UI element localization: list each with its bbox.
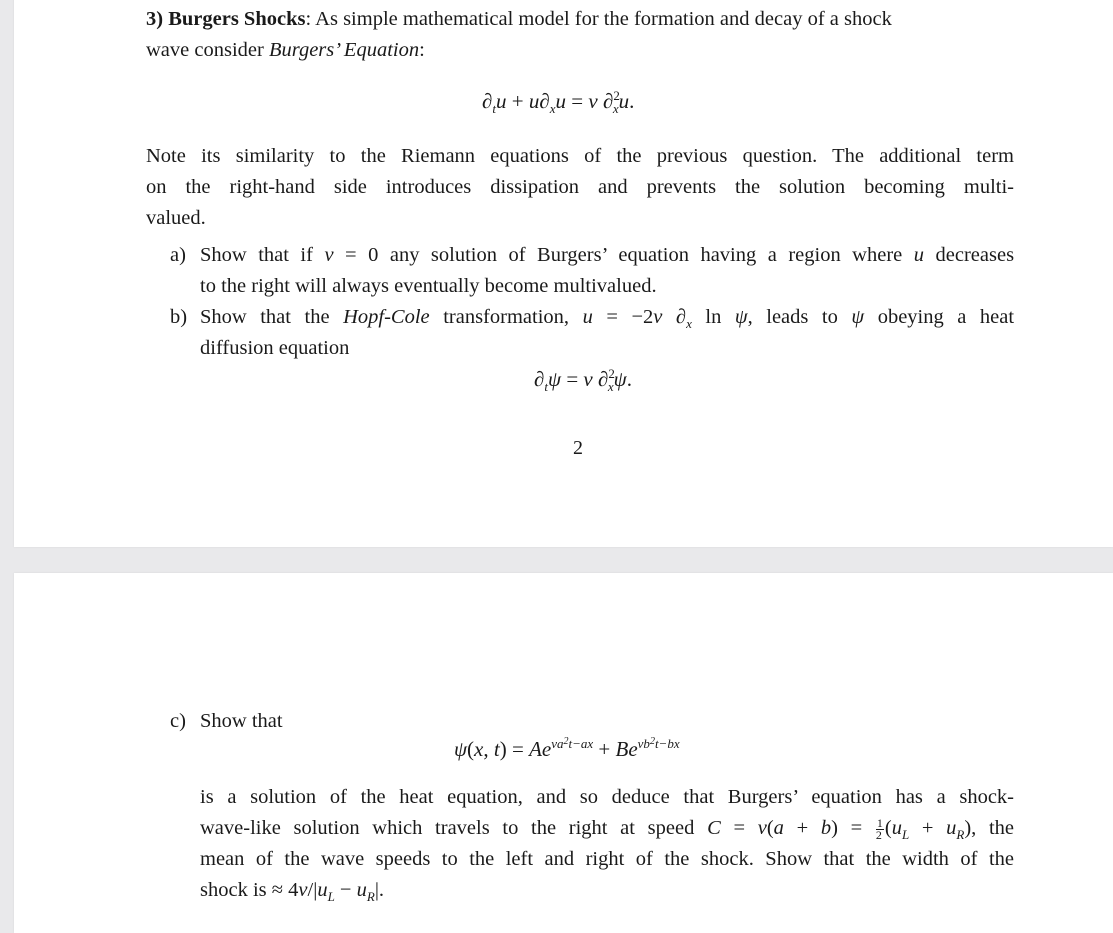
burgers-equation: $\partial_tu + u\partial_xu = \nu$ ∂$^2_x$u.: [482, 88, 635, 117]
part-a-label: a): [170, 244, 186, 266]
part-b-line-1: Show that the Hopf-Cole transformation, u = −2ν $\partial_x$ ln ψ, leads to ψ obeying a heat: [200, 306, 1015, 332]
part-c-line-1: Show that: [200, 710, 283, 732]
note-line-3: valued.: [146, 207, 206, 229]
page-2: [14, 573, 1113, 933]
part-c-body-line-2: wave-like solution which travels to the right at speed C = ν(a + b) = $\frac{1}{2}$ $(u_L + u_R)$, the: [200, 815, 1015, 843]
part-c-body-line-4: shock is ≈ $4\nu/|u_L - u_R|$.: [200, 879, 385, 905]
note-line-1: Note its similarity to the Riemann equations of the previous question. The additional term: [146, 145, 1014, 167]
page-number: 2: [573, 437, 583, 459]
note-line-2: on the right-hand side introduces dissipation and prevents the solution becoming multi-: [146, 176, 1014, 198]
heat-equation: $\partial_t\psi = \nu$ ∂$^2_x$ψ.: [534, 366, 632, 395]
one-half-fraction: $\frac{1}{2}$: [875, 815, 883, 842]
intro-line-2: wave consider Burgers’ Equation:: [146, 39, 425, 61]
part-b-line-2: diffusion equation: [200, 337, 350, 359]
part-c-label: c): [170, 710, 186, 732]
part-c-body-line-3: mean of the wave speeds to the left and right of the shock. Show that the width of the: [200, 848, 1014, 870]
equation-name: Burgers’ Equation: [268, 39, 420, 61]
part-c-body-line-1: is a solution of the heat equation, and so deduce that Burgers’ equation has a shock-: [200, 786, 1014, 808]
transform-name: Hopf-Cole: [343, 306, 430, 328]
problem-number: 3): [146, 8, 164, 30]
part-a-line-2: to the right will always eventually become multivalued.: [200, 275, 657, 297]
problem-title: Burgers Shocks: [168, 8, 306, 30]
intro-line-1: As simple mathematical model for the formation and decay of a shock: [315, 8, 892, 30]
page-1: [14, 0, 1113, 547]
psi-solution-equation: ψ(x, $t) = Ae^{\nu a^2t-ax} + Be^{\nu b^2t-bx}$: [454, 736, 680, 761]
problem-heading-line: 3) Burgers Shocks: As simple mathematical model for the formation and decay of a shock: [146, 8, 892, 30]
part-b-label: b): [170, 306, 188, 328]
part-a-line-1: Show that if ν = 0 any solution of Burgers’ equation having a region where u decreases: [200, 244, 1015, 266]
